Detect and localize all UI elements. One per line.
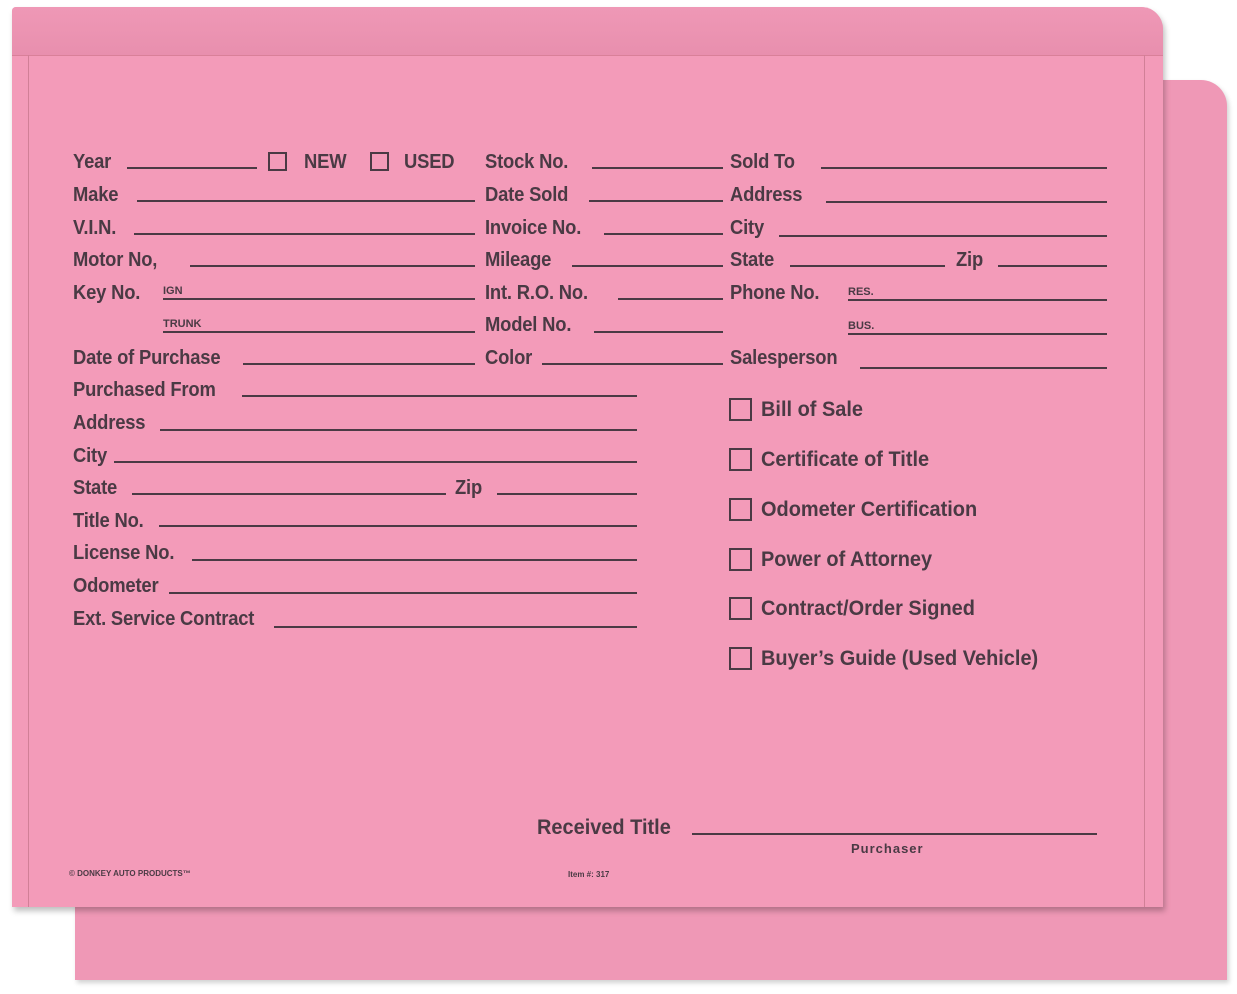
bill-of-sale-label: Bill of Sale bbox=[761, 398, 863, 421]
received-title-label: Received Title bbox=[537, 816, 671, 839]
buyer-address-label: Address bbox=[730, 184, 803, 206]
key-ign-field[interactable] bbox=[163, 298, 475, 300]
buyer-city-field[interactable] bbox=[779, 235, 1107, 237]
contract-order-signed-checkbox[interactable] bbox=[729, 597, 752, 620]
seller-zip-field[interactable] bbox=[497, 493, 637, 495]
odometer-certification-checkbox[interactable] bbox=[729, 498, 752, 521]
int-ro-no-label: Int. R.O. No. bbox=[485, 282, 588, 304]
key-trunk-field[interactable] bbox=[163, 331, 475, 333]
used-label: USED bbox=[404, 151, 455, 173]
seller-address-field[interactable] bbox=[160, 429, 637, 431]
color-field[interactable] bbox=[542, 363, 723, 365]
phone-bus-field[interactable] bbox=[848, 333, 1107, 335]
purchased-from-label: Purchased From bbox=[73, 379, 216, 401]
brand-footer: © DONKEY AUTO PRODUCTS™ bbox=[69, 869, 191, 878]
bus-label: BUS. bbox=[848, 320, 875, 332]
buyer-city-label: City bbox=[730, 217, 765, 239]
seller-state-label: State bbox=[73, 477, 118, 499]
fold-line-right bbox=[1144, 55, 1145, 907]
contract-order-signed-label: Contract/Order Signed bbox=[761, 597, 975, 620]
buyers-guide-label: Buyer’s Guide (Used Vehicle) bbox=[761, 647, 1039, 670]
certificate-of-title-checkbox[interactable] bbox=[729, 448, 752, 471]
new-checkbox[interactable] bbox=[268, 152, 287, 171]
date-sold-field[interactable] bbox=[589, 200, 723, 202]
model-no-field[interactable] bbox=[594, 331, 723, 333]
motor-no-field[interactable] bbox=[190, 265, 475, 267]
title-no-label: Title No. bbox=[73, 510, 144, 532]
invoice-no-field[interactable] bbox=[604, 233, 723, 235]
seller-city-field[interactable] bbox=[114, 461, 637, 463]
sold-to-label: Sold To bbox=[730, 151, 795, 173]
key-no-label: Key No. bbox=[73, 282, 141, 304]
invoice-no-label: Invoice No. bbox=[485, 217, 582, 239]
odometer-certification-label: Odometer Certification bbox=[761, 498, 978, 521]
salesperson-field[interactable] bbox=[860, 367, 1107, 369]
make-label: Make bbox=[73, 184, 119, 206]
title-no-field[interactable] bbox=[159, 525, 637, 527]
buyer-state-label: State bbox=[730, 249, 775, 271]
power-of-attorney-checkbox[interactable] bbox=[729, 548, 752, 571]
ext-service-contract-label: Ext. Service Contract bbox=[73, 608, 255, 630]
folder-top-band bbox=[12, 7, 1163, 56]
buyer-address-field[interactable] bbox=[826, 201, 1107, 203]
vin-label: V.I.N. bbox=[73, 217, 117, 239]
seller-address-label: Address bbox=[73, 412, 146, 434]
model-no-label: Model No. bbox=[485, 314, 572, 336]
date-sold-label: Date Sold bbox=[485, 184, 569, 206]
phone-no-label: Phone No. bbox=[730, 282, 820, 304]
power-of-attorney-label: Power of Attorney bbox=[761, 548, 933, 571]
odometer-field[interactable] bbox=[169, 592, 637, 594]
ext-service-contract-field[interactable] bbox=[274, 626, 637, 628]
certificate-of-title-label: Certificate of Title bbox=[761, 448, 930, 471]
ign-label: IGN bbox=[163, 285, 183, 297]
item-number: Item #: 317 bbox=[568, 870, 610, 879]
used-checkbox[interactable] bbox=[370, 152, 389, 171]
license-no-label: License No. bbox=[73, 542, 175, 564]
fold-line-left bbox=[28, 55, 29, 907]
buyer-zip-field[interactable] bbox=[998, 265, 1107, 267]
license-no-field[interactable] bbox=[192, 559, 637, 561]
int-ro-no-field[interactable] bbox=[618, 298, 723, 300]
purchased-from-field[interactable] bbox=[242, 395, 637, 397]
buyers-guide-checkbox[interactable] bbox=[729, 647, 752, 670]
odometer-label: Odometer bbox=[73, 575, 159, 597]
seller-state-field[interactable] bbox=[132, 493, 446, 495]
trunk-label: TRUNK bbox=[163, 318, 202, 330]
make-field[interactable] bbox=[137, 200, 475, 202]
stock-no-label: Stock No. bbox=[485, 151, 569, 173]
year-label: Year bbox=[73, 151, 112, 173]
date-of-purchase-label: Date of Purchase bbox=[73, 347, 221, 369]
new-label: NEW bbox=[304, 151, 347, 173]
sold-to-field[interactable] bbox=[821, 167, 1107, 169]
salesperson-label: Salesperson bbox=[730, 347, 838, 369]
res-label: RES. bbox=[848, 286, 874, 298]
file-folder bbox=[12, 7, 1163, 907]
phone-res-field[interactable] bbox=[848, 299, 1107, 301]
received-title-signature-field[interactable] bbox=[692, 833, 1097, 835]
purchaser-label: Purchaser bbox=[851, 841, 924, 856]
color-label: Color bbox=[485, 347, 533, 369]
bill-of-sale-checkbox[interactable] bbox=[729, 398, 752, 421]
date-of-purchase-field[interactable] bbox=[243, 363, 475, 365]
buyer-state-field[interactable] bbox=[790, 265, 945, 267]
mileage-field[interactable] bbox=[572, 265, 723, 267]
year-field[interactable] bbox=[127, 167, 257, 169]
vin-field[interactable] bbox=[134, 233, 475, 235]
buyer-zip-label: Zip bbox=[956, 249, 984, 271]
mileage-label: Mileage bbox=[485, 249, 552, 271]
stock-no-field[interactable] bbox=[592, 167, 723, 169]
seller-city-label: City bbox=[73, 445, 108, 467]
motor-no-label: Motor No, bbox=[73, 249, 158, 271]
seller-zip-label: Zip bbox=[455, 477, 483, 499]
